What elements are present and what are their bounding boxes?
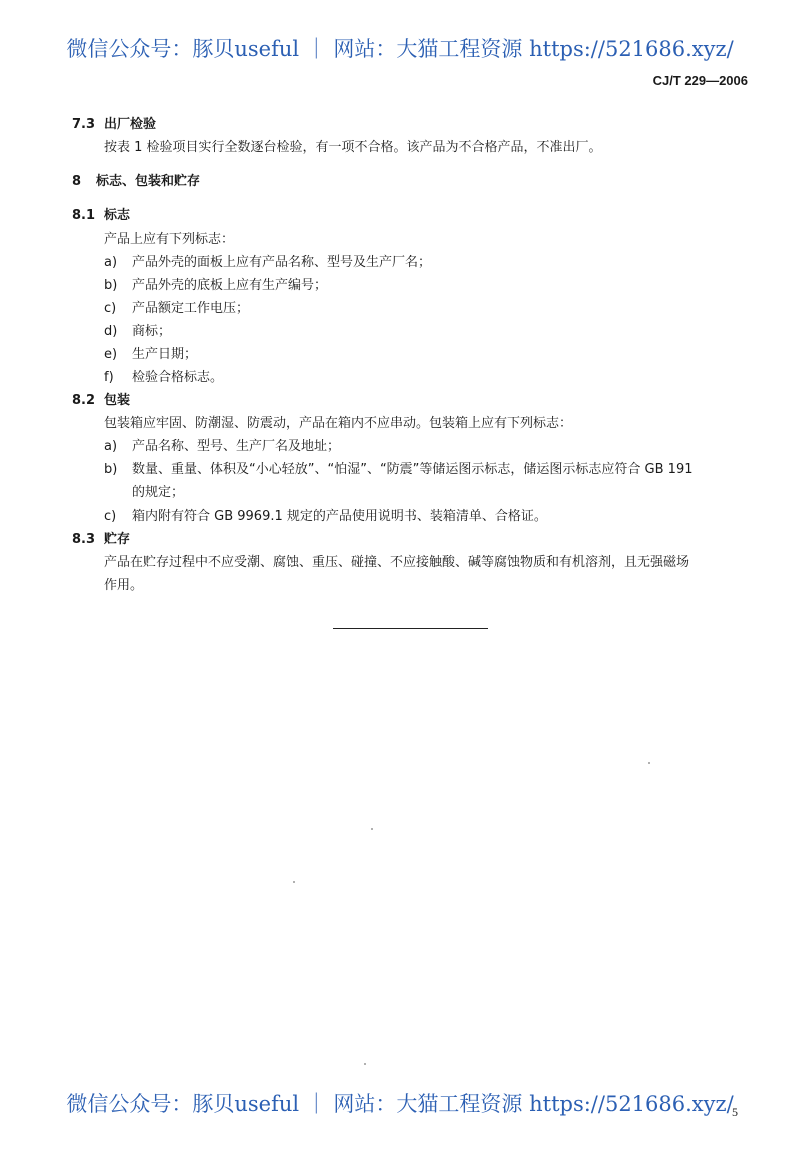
list-item bbox=[104, 460, 692, 480]
item-text: 商标； bbox=[132, 324, 172, 339]
section-8-2-heading bbox=[72, 391, 130, 411]
section-number: 8.2 bbox=[72, 393, 96, 408]
list-item bbox=[104, 322, 171, 342]
watermark-top: 微信公众号：豚贝useful ｜ 网站：大猫工程资源 https://521686.xyz/ bbox=[66, 37, 734, 61]
section-8-2-intro: 包装箱应牢固、防潮湿、防震动，产品在箱内不应串动。包装箱上应有下列标志： bbox=[104, 416, 573, 431]
end-rule bbox=[333, 628, 488, 629]
item-letter: a) bbox=[104, 255, 118, 270]
section-number: 8.3 bbox=[72, 532, 96, 547]
item-letter: c) bbox=[104, 301, 117, 316]
section-title: 贮存 bbox=[104, 532, 131, 547]
item-text: 产品名称、型号、生产厂名及地址； bbox=[132, 439, 341, 454]
item-letter: b) bbox=[104, 462, 118, 477]
list-item bbox=[104, 437, 340, 457]
scan-speck bbox=[364, 1063, 366, 1065]
list-item bbox=[104, 276, 327, 296]
item-text: 产品外壳的底板上应有生产编号； bbox=[132, 278, 328, 293]
section-8-1-intro: 产品上应有下列标志： bbox=[104, 232, 235, 247]
standard-code: CJ/T 229—2006 bbox=[652, 73, 748, 88]
list-item bbox=[104, 253, 431, 273]
section-8-3-text-cont: 作用。 bbox=[104, 578, 144, 593]
list-item bbox=[104, 368, 223, 388]
section-8-heading bbox=[72, 172, 200, 192]
section-title: 出厂检验 bbox=[104, 117, 157, 132]
list-item bbox=[104, 507, 547, 527]
section-title: 标志、包装和贮存 bbox=[96, 174, 201, 189]
section-number: 8 bbox=[72, 174, 82, 189]
section-number: 8.1 bbox=[72, 208, 96, 223]
page-number: 5 bbox=[732, 1105, 738, 1119]
section-8-3-heading bbox=[72, 530, 130, 550]
section-title: 标志 bbox=[104, 208, 131, 223]
item-text: 检验合格标志。 bbox=[132, 370, 224, 385]
section-8-3-text: 产品在贮存过程中不应受潮、腐蚀、重压、碰撞、不应接触酸、碱等腐蚀物质和有机溶剂，且无强磁场 bbox=[104, 555, 690, 570]
item-text: 箱内附有符合 GB 9969.1 规定的产品使用说明书、装箱清单、合格证。 bbox=[132, 509, 547, 524]
item-letter: f) bbox=[104, 370, 114, 385]
item-text: 数量、重量、体积及“小心轻放”、“怕湿”、“防震”等储运图示标志，储运图示标志应符合 GB 191 bbox=[132, 462, 693, 477]
item-text: 产品外壳的面板上应有产品名称、型号及生产厂名； bbox=[132, 255, 432, 270]
scan-speck bbox=[648, 762, 650, 764]
list-item bbox=[104, 345, 197, 365]
section-8-1-heading bbox=[72, 206, 130, 226]
item-letter: c) bbox=[104, 509, 117, 524]
scan-speck bbox=[371, 828, 373, 830]
section-number: 7.3 bbox=[72, 117, 96, 132]
item-text: 产品额定工作电压； bbox=[132, 301, 250, 316]
scan-speck bbox=[293, 881, 295, 883]
watermark-bottom: 微信公众号：豚贝useful ｜ 网站：大猫工程资源 https://521686.xyz/ bbox=[66, 1092, 734, 1116]
list-item bbox=[104, 299, 249, 319]
item-letter: b) bbox=[104, 278, 118, 293]
item-letter: a) bbox=[104, 439, 118, 454]
list-item-continuation: 的规定； bbox=[132, 485, 185, 500]
item-letter: e) bbox=[104, 347, 118, 362]
item-letter: d) bbox=[104, 324, 118, 339]
item-text: 生产日期； bbox=[132, 347, 198, 362]
section-title: 包装 bbox=[104, 393, 131, 408]
section-7-3-heading bbox=[72, 115, 156, 135]
section-7-3-text: 按表 1 检验项目实行全数逐台检验，有一项不合格。该产品为不合格产品，不准出厂。 bbox=[104, 140, 602, 155]
